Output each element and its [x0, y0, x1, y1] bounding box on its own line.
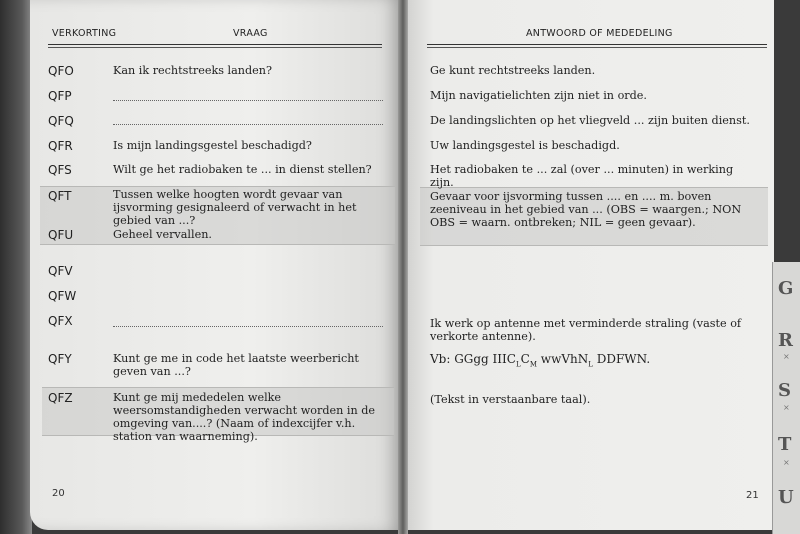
answer-qfs: Het radiobaken te ... zal (over ... minuten) in werking zijn. [430, 163, 734, 189]
answer-qfx: Ik werk op antenne met verminderde straling (vaste of verkorte antenne). [430, 317, 742, 343]
tab-divider-mark: × [783, 352, 790, 361]
dotted-line-qfq [113, 124, 383, 125]
answer-qft: Gevaar voor ijsvorming tussen .... en .... m. boven zeeniveau in het gebied van ... (OBS = waargen.; NON OBS = waarn. ontbreken; NIL = geen gevaar). [430, 190, 742, 229]
question-qfo: Kan ik rechtstreeks landen? [113, 64, 272, 77]
code-qfs: QFS [48, 163, 72, 177]
code-qfy: QFY [48, 352, 72, 366]
book-cover-edge [0, 0, 32, 534]
left-page [30, 0, 402, 530]
question-qfs: Wilt ge het radiobaken te ... in dienst stellen? [113, 163, 372, 176]
code-qfz: QFZ [48, 391, 73, 405]
tab-divider-mark: × [783, 458, 790, 467]
dotted-line-qfx [113, 326, 383, 327]
code-qfw: QFW [48, 289, 77, 303]
answer-qfy-code-example: Vb: GGgg $IIIC_LC_M$ wwVhN$_L$ DDFWN. [430, 352, 651, 369]
code-qfp: QFP [48, 89, 72, 103]
answer-qfp: Mijn navigatielichten zijn niet in orde. [430, 89, 647, 102]
code-qft: QFT [48, 189, 72, 203]
question-qfz: Kunt ge mij mededelen welke weersomstandigheden verwacht worden in de omgeving van....? (Naam of indexcijfer v.h. station van waarneming). [113, 391, 376, 443]
question-qfu: Geheel vervallen. [113, 228, 212, 241]
code-qfx: QFX [48, 314, 73, 328]
tab-divider-mark: × [783, 403, 790, 412]
header-question: VRAAG [233, 28, 268, 39]
index-tab-t[interactable]: T [778, 434, 792, 455]
header-rule-right [427, 44, 767, 45]
header-rule [48, 44, 382, 45]
right-page [404, 0, 774, 530]
code-qfv: QFV [48, 264, 73, 278]
dotted-line-qfp [113, 100, 383, 101]
header-rule-double [48, 47, 382, 48]
page-number-left: 20 [52, 488, 65, 499]
index-tab-r[interactable]: R [778, 330, 793, 351]
index-tab-u[interactable]: U [778, 487, 794, 508]
header-abbreviation: VERKORTING [52, 28, 117, 39]
index-tab-s[interactable]: S [778, 380, 791, 401]
index-tab-g[interactable]: G [778, 278, 794, 299]
answer-qfq: De landingslichten op het vliegveld ... zijn buiten dienst. [430, 114, 750, 127]
code-qfo: QFO [48, 64, 74, 78]
header-rule-right-double [427, 47, 767, 48]
code-qfq: QFQ [48, 114, 74, 128]
answer-qfr: Uw landingsgestel is beschadigd. [430, 139, 620, 152]
answer-qfo: Ge kunt rechtstreeks landen. [430, 64, 596, 77]
code-qfu: QFU [48, 228, 74, 242]
question-qfr: Is mijn landingsgestel beschadigd? [113, 139, 312, 152]
question-qft: Tussen welke hoogten wordt gevaar van ijsvorming gesignaleerd of verwacht in het gebied van ...? [113, 188, 357, 227]
question-qfy: Kunt ge me in code het laatste weerbericht geven van ...? [113, 352, 359, 378]
answer-qfz: (Tekst in verstaanbare taal). [430, 393, 591, 406]
code-qfr: QFR [48, 139, 73, 153]
page-number-right: 21 [746, 490, 759, 501]
header-answer: ANTWOORD OF MEDEDELING [526, 28, 673, 39]
book-gutter [398, 0, 408, 534]
